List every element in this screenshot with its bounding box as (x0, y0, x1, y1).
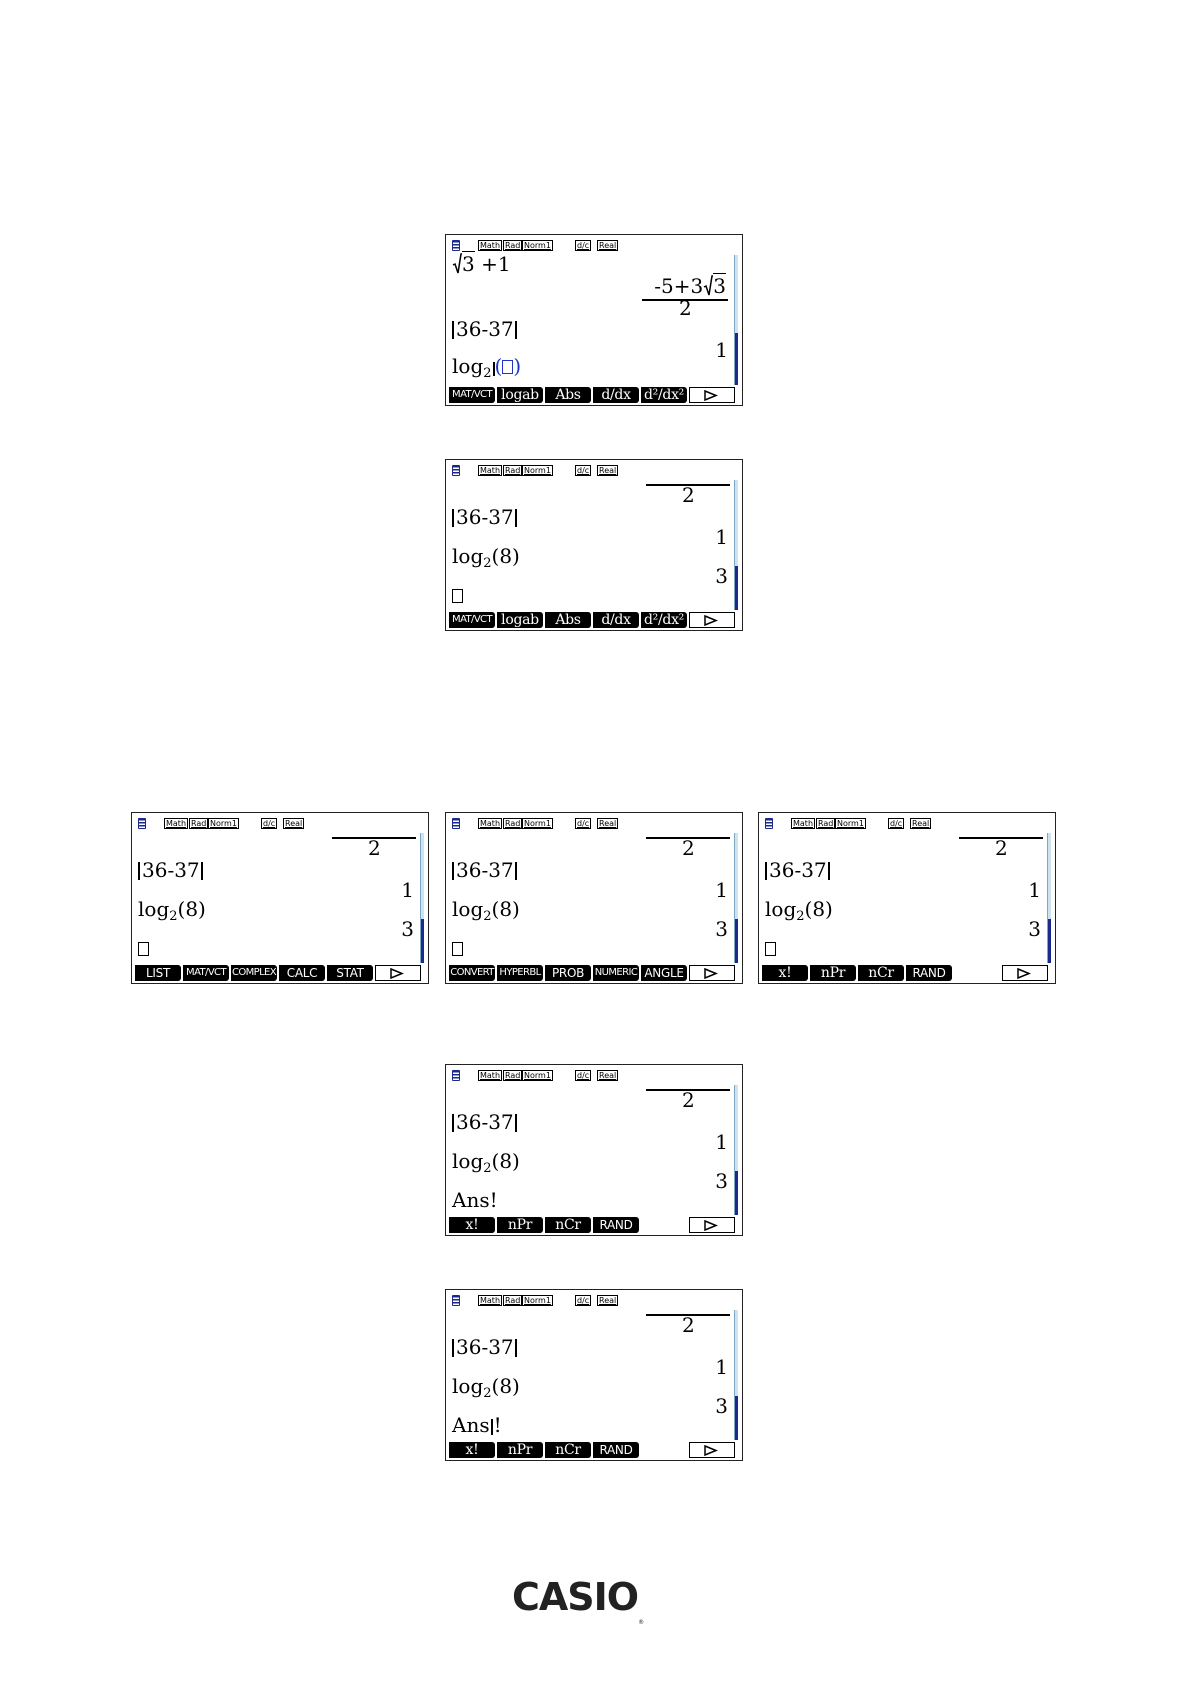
log-base: 2 (483, 1386, 492, 1401)
result-abs: 1 (715, 338, 728, 362)
log-argument: (8) (491, 1374, 520, 1398)
indicator-real: Real (599, 241, 617, 250)
fkey-d2dx2[interactable]: d²/dx² (641, 612, 687, 628)
indicator-dc: d/c (890, 819, 903, 828)
fkey-logab[interactable]: logab (497, 612, 543, 628)
log-base: 2 (796, 909, 805, 924)
fkey-ncr[interactable]: nCr (858, 965, 904, 981)
log-argument: (8) (491, 544, 520, 568)
result-fraction-denominator: 2 (682, 1088, 695, 1112)
indicator-rad: Rad (818, 819, 834, 828)
input-placeholder[interactable] (502, 360, 513, 374)
abs-bar-right (515, 1339, 517, 1357)
expression-abs (452, 1111, 517, 1133)
indicator-real: Real (599, 466, 617, 475)
indicator-real: Real (599, 1071, 617, 1080)
scrollbar-thumb[interactable] (735, 1396, 738, 1440)
result-fraction-denominator: 2 (995, 836, 1008, 860)
result-fraction-denominator: 2 (682, 483, 695, 507)
expression-log (452, 545, 520, 575)
expression-abs (452, 318, 517, 340)
expression-abs (452, 859, 517, 881)
expression-abs (452, 1336, 517, 1358)
expression-log (452, 1150, 520, 1180)
log-function: log (452, 544, 484, 568)
result-abs: 1 (715, 1130, 728, 1154)
abs-content: 36-37 (456, 505, 514, 529)
indicator-norm: Norm1 (524, 1071, 551, 1080)
indicator-rad: Rad (505, 1071, 521, 1080)
result-abs: 1 (715, 878, 728, 902)
triangle-right-icon (1017, 968, 1031, 979)
abs-content: 36-37 (456, 858, 514, 882)
scrollbar-thumb[interactable] (735, 566, 738, 610)
battery-icon (452, 818, 460, 829)
scrollbar[interactable] (734, 833, 738, 963)
triangle-right-icon (704, 968, 718, 979)
abs-bar-left (452, 321, 454, 339)
scrollbar-thumb[interactable] (735, 919, 738, 963)
scrollbar[interactable] (734, 480, 738, 610)
indicator-dc: d/c (577, 241, 590, 250)
abs-bar-right (515, 1114, 517, 1132)
expression-log (765, 898, 833, 928)
log-function: log (765, 897, 797, 921)
scrollbar[interactable] (734, 255, 738, 385)
abs-content: 36-37 (769, 858, 827, 882)
result-log: 3 (715, 917, 728, 941)
result-abs: 1 (715, 525, 728, 549)
result-fraction-denominator: 2 (682, 836, 695, 860)
scrollbar[interactable] (734, 1310, 738, 1440)
fkey-mat-vct[interactable]: MAT/VCT (449, 387, 495, 403)
calculator-screen-1 (445, 234, 743, 406)
fkey-ncr[interactable]: nCr (545, 1217, 591, 1233)
input-text-before: Ans (452, 1413, 490, 1437)
battery-icon (452, 240, 460, 251)
abs-content: 36-37 (456, 317, 514, 341)
scrollbar-thumb[interactable] (1048, 919, 1051, 963)
fkey-mat-vct[interactable]: MAT/VCT (449, 612, 495, 628)
battery-icon (452, 465, 460, 476)
calculator-screen-3 (131, 812, 429, 984)
battery-icon (452, 1295, 460, 1306)
function-key-bar (762, 965, 1052, 981)
input-line[interactable] (138, 937, 149, 959)
expression-log (452, 1375, 520, 1405)
fkey-more[interactable] (1002, 965, 1048, 981)
input-text-after: ! (493, 1413, 502, 1437)
scrollbar-thumb[interactable] (421, 919, 424, 963)
battery-icon (138, 818, 146, 829)
log-function: log (452, 1374, 484, 1398)
result-log: 3 (715, 1394, 728, 1418)
scrollbar-thumb[interactable] (735, 333, 738, 385)
fkey-factorial[interactable]: x! (762, 965, 808, 981)
logo-text: CASIO (512, 1575, 639, 1619)
abs-bar-right (515, 509, 517, 527)
abs-content: 36-37 (456, 1110, 514, 1134)
abs-bar-left (452, 862, 454, 880)
triangle-right-icon (704, 390, 718, 401)
function-key-bar (135, 965, 425, 981)
function-key-bar (449, 612, 739, 628)
fkey-calc[interactable]: CALC (279, 965, 325, 981)
input-line[interactable] (452, 355, 521, 385)
indicator-dc: d/c (577, 819, 590, 828)
indicator-math: Math (166, 819, 187, 828)
expression-log (452, 898, 520, 928)
indicator-real: Real (599, 1296, 617, 1305)
indicator-norm: Norm1 (524, 1296, 551, 1305)
abs-bar-left (452, 1114, 454, 1132)
indicator-real: Real (599, 819, 617, 828)
scrollbar[interactable] (420, 833, 424, 963)
result-fraction-denominator: 2 (682, 1313, 695, 1337)
indicator-dc: d/c (577, 1071, 590, 1080)
input-line[interactable] (765, 937, 776, 959)
fkey-abs[interactable]: Abs (545, 387, 591, 403)
indicator-norm: Norm1 (210, 819, 237, 828)
battery-icon (452, 1070, 460, 1081)
calculator-screen-4 (445, 812, 743, 984)
indicator-norm: Norm1 (524, 819, 551, 828)
sqrt-icon (452, 253, 462, 275)
triangle-right-icon (704, 1220, 718, 1231)
triangle-right-icon (704, 615, 718, 626)
fkey-abs[interactable]: Abs (545, 612, 591, 628)
result-log: 3 (715, 564, 728, 588)
function-key-bar (449, 1217, 739, 1233)
expression-sqrt (452, 253, 511, 275)
abs-bar-left (765, 862, 767, 880)
abs-bar-left (452, 1339, 454, 1357)
input-cursor[interactable] (765, 942, 776, 956)
fkey-angle[interactable]: ANGLE (641, 965, 687, 981)
fkey-stat[interactable]: STAT (327, 965, 373, 981)
indicator-math: Math (480, 819, 501, 828)
fkey-rand[interactable]: RAND (593, 1217, 639, 1233)
indicator-math: Math (793, 819, 814, 828)
result-fraction-denominator: 2 (368, 836, 381, 860)
fkey-rand[interactable]: RAND (906, 965, 952, 981)
fkey-hyperbl[interactable]: HYPERBL (497, 965, 543, 981)
indicator-real: Real (912, 819, 930, 828)
fkey-ncr[interactable]: nCr (545, 1442, 591, 1458)
fkey-complex[interactable]: COMPLEX (231, 965, 277, 981)
log-function: log (452, 1149, 484, 1173)
fkey-logab[interactable]: logab (497, 387, 543, 403)
calculator-screen-6 (445, 1064, 743, 1236)
indicator-norm: Norm1 (524, 466, 551, 475)
log-base: 2 (483, 556, 492, 571)
input-line[interactable] (452, 1414, 502, 1436)
indicator-norm: Norm1 (524, 241, 551, 250)
log-base: 2 (483, 366, 492, 381)
triangle-right-icon (390, 968, 404, 979)
fkey-factorial[interactable]: x! (449, 1217, 495, 1233)
calculator-screen-7 (445, 1289, 743, 1461)
indicator-norm: Norm1 (837, 819, 864, 828)
result-log: 3 (401, 917, 414, 941)
calculator-screen-2 (445, 459, 743, 631)
numerator-prefix: -5+3 (654, 274, 704, 298)
abs-bar-right (828, 862, 830, 880)
expression-abs (765, 859, 830, 881)
indicator-dc: d/c (263, 819, 276, 828)
input-line[interactable] (452, 937, 463, 959)
input-cursor[interactable] (452, 942, 463, 956)
result-fraction-denominator: 2 (679, 296, 692, 320)
log-base: 2 (483, 1161, 492, 1176)
registered-mark: ® (638, 1619, 645, 1626)
indicator-rad: Rad (505, 819, 521, 828)
fkey-more[interactable] (375, 965, 421, 981)
log-base: 2 (169, 909, 178, 924)
calculator-screen-5 (758, 812, 1056, 984)
scrollbar[interactable] (1047, 833, 1051, 963)
abs-bar-right (201, 862, 203, 880)
input-line[interactable]: Ans! (452, 1188, 498, 1212)
log-paren-close: ) (513, 354, 522, 378)
input-cursor[interactable] (452, 589, 463, 603)
indicator-dc: d/c (577, 466, 590, 475)
fkey-numeric[interactable]: NUMERIC (593, 965, 639, 981)
fkey-mat-vct[interactable]: MAT/VCT (183, 965, 229, 981)
input-line[interactable] (452, 584, 463, 606)
abs-bar-right (515, 321, 517, 339)
indicator-math: Math (480, 466, 501, 475)
log-function: log (452, 354, 484, 378)
indicator-math: Math (480, 241, 501, 250)
abs-content: 36-37 (456, 1335, 514, 1359)
fkey-more[interactable] (689, 612, 735, 628)
function-key-bar (449, 965, 739, 981)
log-base: 2 (483, 909, 492, 924)
indicator-math: Math (480, 1296, 501, 1305)
fkey-more[interactable] (689, 1442, 735, 1458)
indicator-real: Real (285, 819, 303, 828)
log-argument: (8) (804, 897, 833, 921)
expression-abs (138, 859, 203, 881)
abs-content: 36-37 (142, 858, 200, 882)
abs-bar-left (138, 862, 140, 880)
scrollbar[interactable] (734, 1085, 738, 1215)
fkey-ddx[interactable]: d/dx (593, 387, 639, 403)
fkey-more[interactable] (689, 387, 735, 403)
sqrt-icon (703, 275, 713, 297)
triangle-right-icon (704, 1445, 718, 1456)
scrollbar-thumb[interactable] (735, 1171, 738, 1215)
log-argument: (8) (491, 897, 520, 921)
fkey-npr[interactable]: nPr (810, 965, 856, 981)
fkey-ddx[interactable]: d/dx (593, 612, 639, 628)
indicator-dc: d/c (577, 1296, 590, 1305)
fkey-npr[interactable]: nPr (497, 1442, 543, 1458)
input-cursor[interactable] (138, 942, 149, 956)
fkey-more[interactable] (689, 965, 735, 981)
indicator-rad: Rad (505, 1296, 521, 1305)
expression-log (138, 898, 206, 928)
result-log: 3 (715, 1169, 728, 1193)
result-abs: 1 (715, 1355, 728, 1379)
cursor (491, 1419, 493, 1435)
fkey-list[interactable]: LIST (135, 965, 181, 981)
sqrt-tail: +1 (474, 252, 511, 276)
expression-abs (452, 506, 517, 528)
indicator-rad: Rad (191, 819, 207, 828)
indicator-math: Math (480, 1071, 501, 1080)
fkey-d2dx2[interactable]: d²/dx² (641, 387, 687, 403)
sqrt-argument: 3 (462, 252, 475, 276)
result-abs: 1 (401, 878, 414, 902)
indicator-rad: Rad (505, 241, 521, 250)
result-fraction-numerator (654, 275, 726, 297)
result-abs: 1 (1028, 878, 1041, 902)
log-function: log (138, 897, 170, 921)
fkey-rand[interactable]: RAND (593, 1442, 639, 1458)
casio-logo (512, 1575, 644, 1626)
fkey-prob[interactable]: PROB (545, 965, 591, 981)
log-function: log (452, 897, 484, 921)
log-argument: (8) (491, 1149, 520, 1173)
log-paren-open: ( (494, 354, 503, 378)
fkey-more[interactable] (689, 1217, 735, 1233)
function-key-bar (449, 387, 739, 403)
function-key-bar (449, 1442, 739, 1458)
fkey-factorial[interactable]: x! (449, 1442, 495, 1458)
fkey-npr[interactable]: nPr (497, 1217, 543, 1233)
result-log: 3 (1028, 917, 1041, 941)
abs-bar-left (452, 509, 454, 527)
abs-bar-right (515, 862, 517, 880)
battery-icon (765, 818, 773, 829)
indicator-rad: Rad (505, 466, 521, 475)
numerator-root: 3 (713, 274, 726, 298)
log-argument: (8) (177, 897, 206, 921)
fkey-convert[interactable]: CONVERT (449, 965, 495, 981)
